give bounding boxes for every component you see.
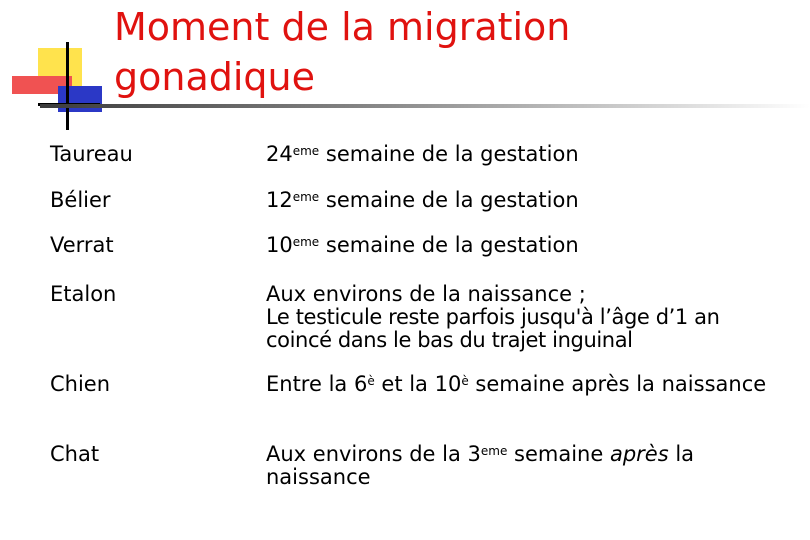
row-description: Aux environs de la naissance ; Le testicule reste parfois jusqu'à l’âge d’1 an coincé dans le bas du trajet inguinal (266, 282, 720, 352)
row-description: 12eme semaine de la gestation (266, 188, 579, 212)
animal-label: Chien (50, 372, 111, 396)
animal-label: Bélier (50, 188, 111, 212)
animal-label: Taureau (50, 142, 133, 166)
blue-square (58, 86, 102, 112)
animal-label: Chat (50, 442, 100, 466)
decorative-corner-graphic (0, 0, 120, 135)
row-description: Aux environs de la 3eme semaine après la naissance (266, 442, 695, 489)
title-line-2: gonadique (114, 55, 316, 99)
title-divider (40, 104, 810, 108)
animal-label: Etalon (50, 282, 117, 306)
animal-label: Verrat (50, 233, 114, 257)
title-line-1: Moment de la migration (114, 5, 571, 49)
row-description: 10eme semaine de la gestation (266, 233, 579, 257)
vertical-line (66, 42, 69, 130)
page-title (114, 2, 570, 102)
row-description: 24eme semaine de la gestation (266, 142, 579, 166)
row-description: Entre la $6^è$ et la $10^è$ semaine après la naissance (266, 372, 767, 396)
